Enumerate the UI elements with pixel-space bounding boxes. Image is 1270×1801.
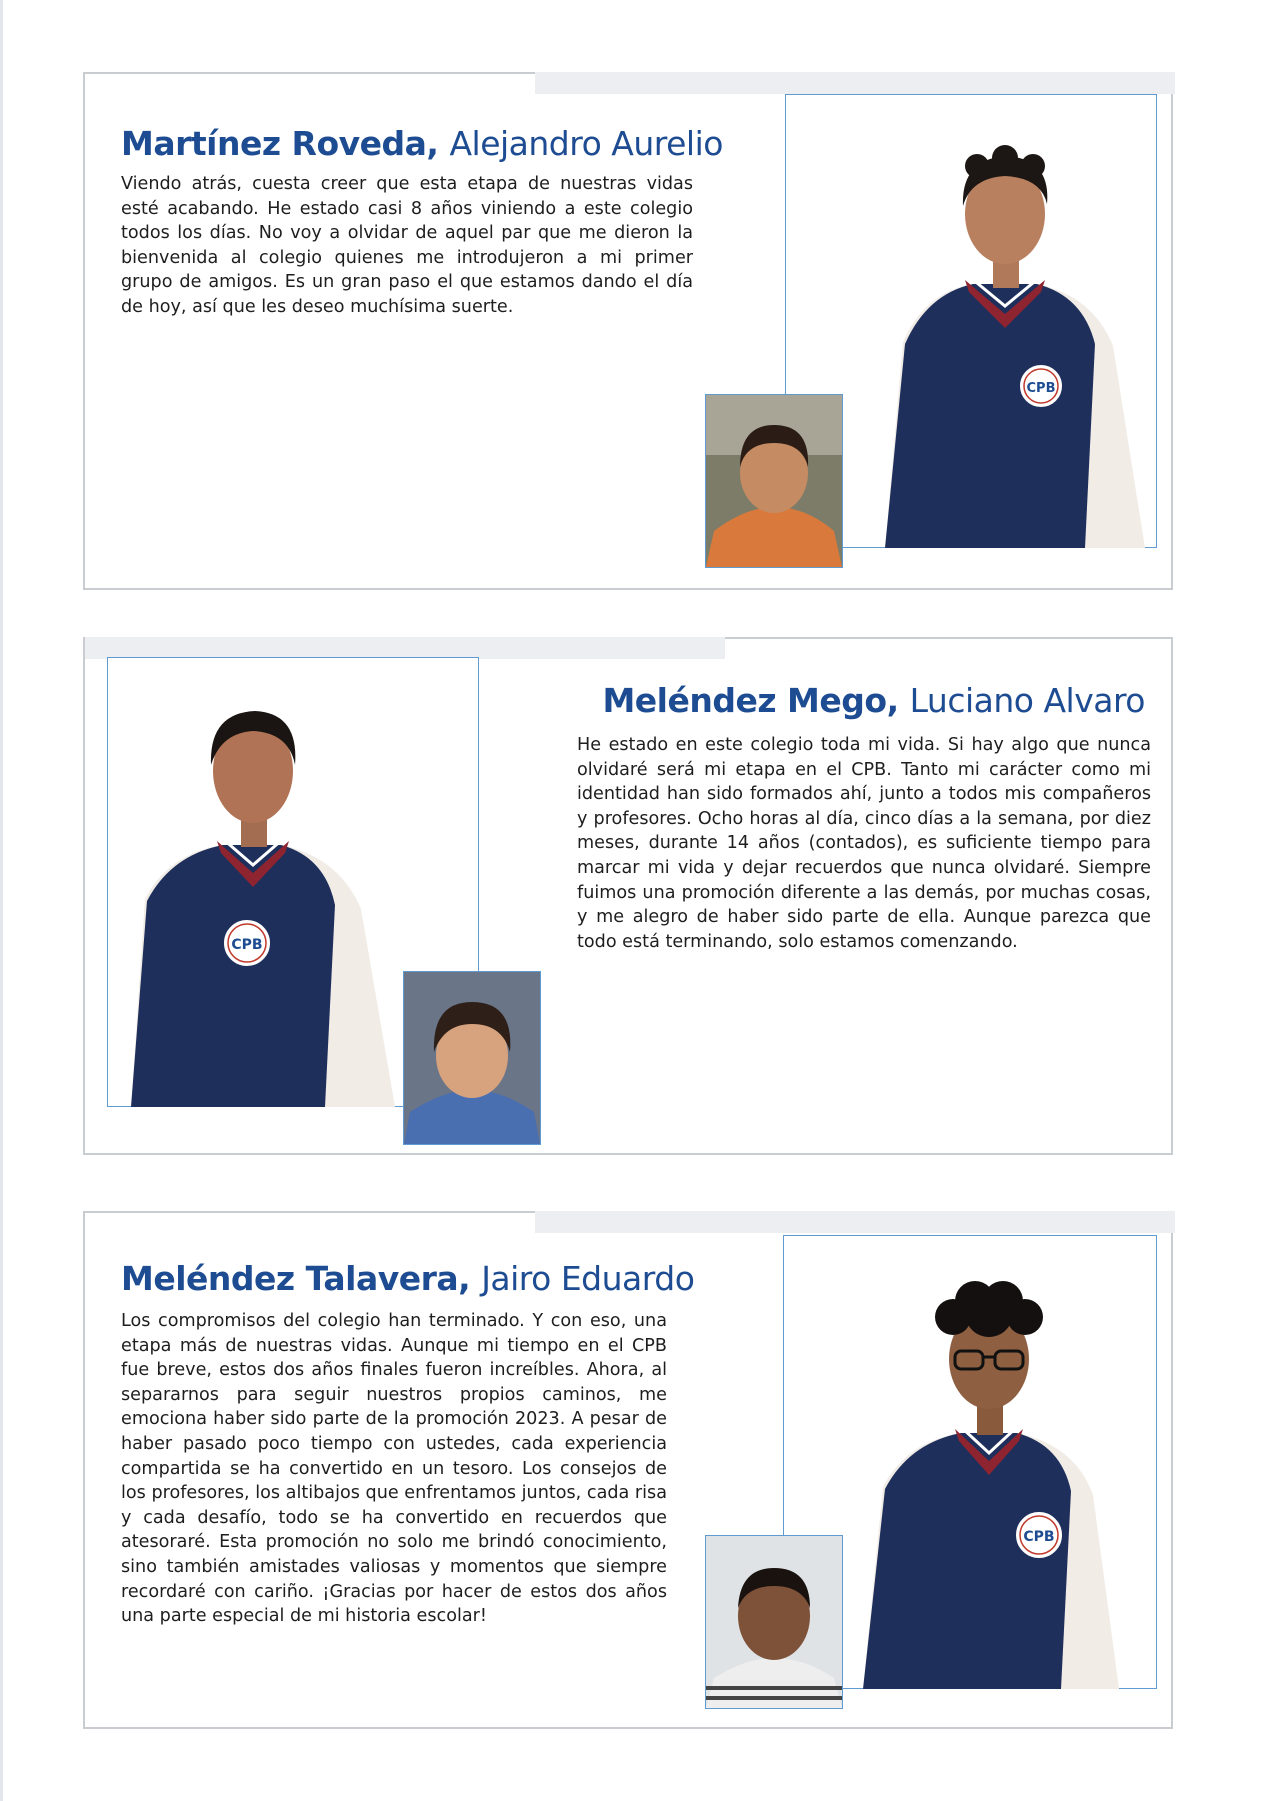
graduate-portrait [125, 673, 437, 1107]
card-accent-bar [535, 1211, 1175, 1233]
card-accent-bar [85, 637, 725, 659]
childhood-photo [705, 1535, 843, 1709]
student-given-names: Luciano Alvaro [909, 681, 1145, 720]
student-bio: Los compromisos del colegio han terminado. Y con eso, una etapa más de nuestras vidas. Aunque mi tiempo en el CPB fue breve, estos dos años finales fueron increíbles. Ahora, al separarnos para seguir nuestros propios caminos, me emociona haber sido parte de la promoción 2023. A pesar de haber pasado poco tiempo con ustedes, cada experiencia compartida se ha convertido en un tesoro. Los consejos de los profesores, los altibajos que enfrentamos juntos, cada risa y cada desafío, todo se ha convertido en recuerdos que atesoraré. Esta promoción no solo me brindó conocimiento, sino también amistades valiosas y momentos que siempre recordaré con cariño. ¡Gracias por hacer de estos dos años una parte especial de mi historia escolar! [121, 1311, 667, 1627]
graduate-portrait [843, 1255, 1157, 1689]
student-surname: Meléndez Mego, [602, 681, 899, 720]
student-name [121, 1259, 694, 1299]
student-name [121, 124, 723, 164]
badge-text: CPB [1023, 1529, 1055, 1545]
student-name [602, 681, 1145, 721]
student-bio: He estado en este colegio toda mi vida. Si hay algo que nunca olvidaré será mi etapa en el CPB. Tanto mi carácter como mi identidad han sido formados ahí, junto a todos mis compañeros y profesores. Ocho horas al día, cinco días a la semana, por diez meses, durante 14 años (contados), es suficiente tiempo para marcar mi vida y dejar recuerdos que nunca olvidaré. Siempre fuimos una promoción diferente a las demás, por muchas cosas, y me alegro de haber sido parte de ella. Aunque parezca que todo está terminando, solo estamos comenzando. [577, 735, 1151, 952]
student-surname: Meléndez Talavera, [121, 1259, 471, 1298]
student-card-1 [83, 72, 1173, 590]
graduate-portrait [845, 114, 1157, 548]
student-bio: Viendo atrás, cuesta creer que esta etapa de nuestras vidas esté acabando. He estado casi 8 años viniendo a este colegio todos los días. No voy a olvidar de aquel par que me dieron la bienvenida al colegio quienes me introdujeron a mi primer grupo de amigos. Es un gran paso el que estamos dando el día de hoy, así que les deseo muchísima suerte. [121, 174, 693, 317]
student-given-names: Jairo Eduardo [481, 1259, 695, 1298]
badge-text: CPB [231, 937, 263, 953]
cpb-badge-icon [1019, 364, 1063, 408]
student-card-3 [83, 1211, 1173, 1729]
page-edge-line [0, 0, 3, 1801]
childhood-photo [705, 394, 843, 568]
student-surname: Martínez Roveda, [121, 124, 439, 163]
cpb-badge-icon [1015, 1511, 1063, 1559]
cpb-badge-icon [223, 919, 271, 967]
badge-text: CPB [1026, 381, 1056, 396]
card-accent-bar [535, 72, 1175, 94]
student-given-names: Alejandro Aurelio [449, 124, 723, 163]
childhood-photo [403, 971, 541, 1145]
student-card-2 [83, 637, 1173, 1155]
